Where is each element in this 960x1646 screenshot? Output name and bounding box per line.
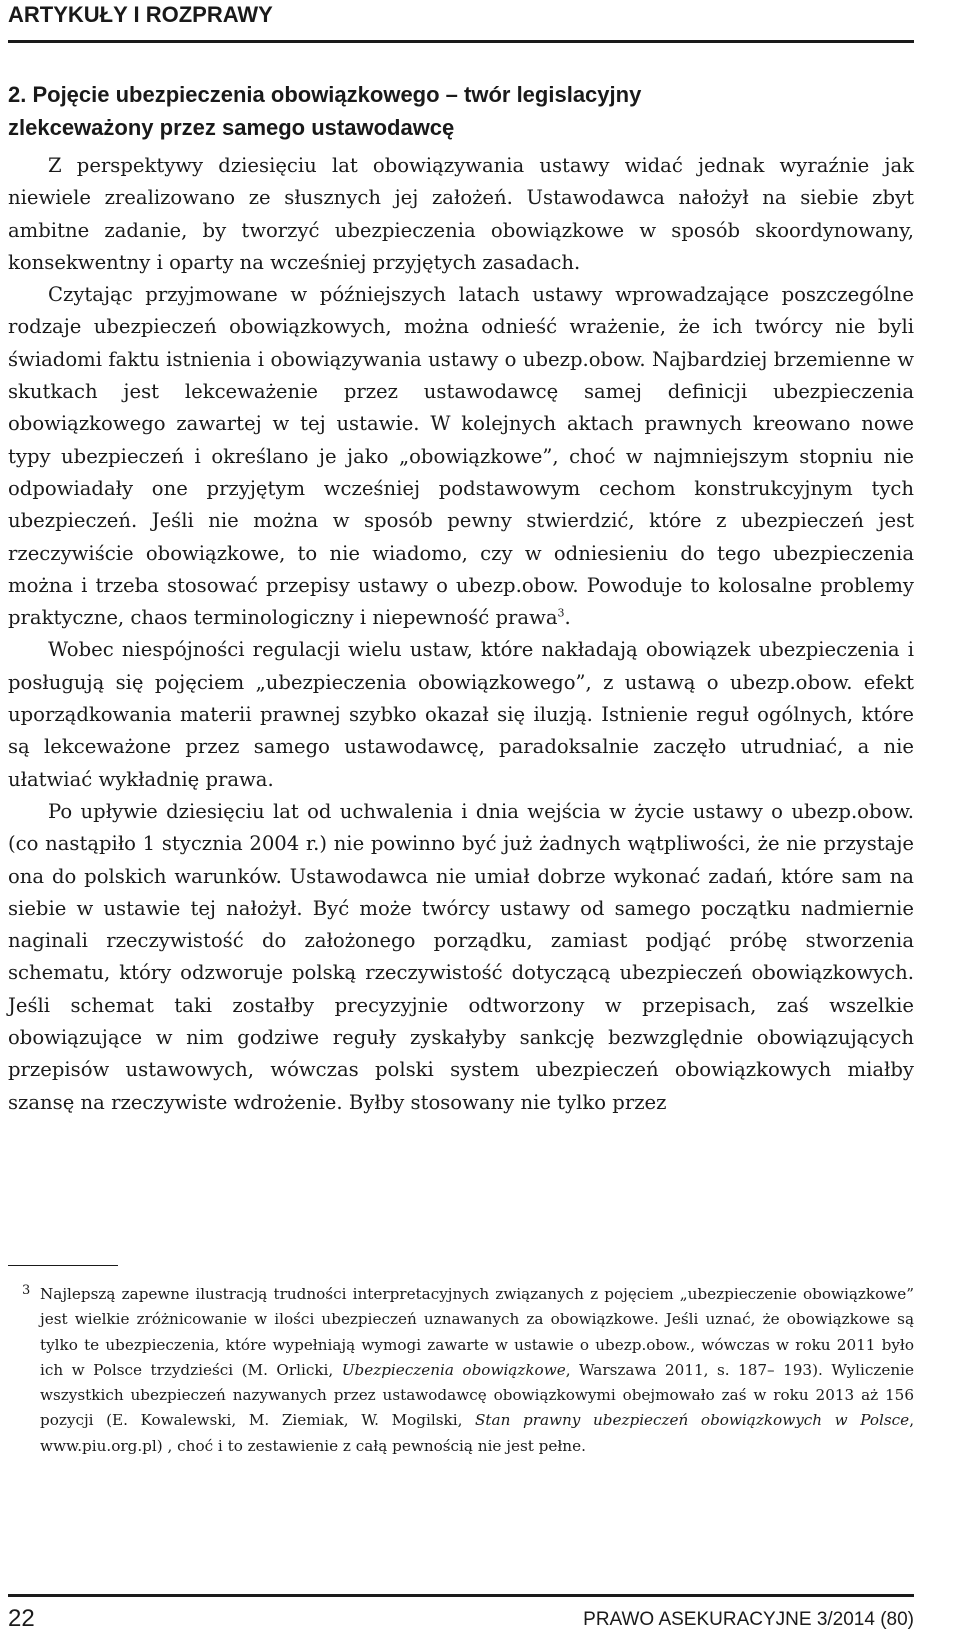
- paragraph-2-text: Czytając przyjmowane w późniejszych latach ustawy wprowadzające poszczególne rodzaje ubezpieczeń obowiązkowych, można odnieść wrażenie, że ich twórcy nie byli świadomi faktu istnienia i obowiązywania ustawy o ubezp.obow. Najbardziej brzemienne w skutkach jest lekceważenie przez ustawodawcę samej definicji ubezpieczenia obowiązkowego zawartej w tej ustawie. W kolejnych aktach prawnych kreowano nowe typy ubezpieczeń i określano je jako „obowiązkowe”, choć w najmniejszym stopniu nie odpowiadały one przyjętym wcześniej podstawowym cechom konstrukcyjnym tych ubezpieczeń. Jeśli nie można w sposób pewny stwierdzić, które z ubezpieczeń jest rzeczywiście obowiązkowe, to nie wiadomo, czy w odniesieniu do tego ubezpieczenia można i trzeba stosować przepisy ustawy o ubezp.obow. Powoduje to kolosalne problemy praktyczne, chaos terminologiczny i niepewność prawa: [8, 283, 914, 630]
- journal-name: PRAWO ASEKURACYJNE 3/2014 (80): [583, 1609, 914, 1630]
- running-header: [8, 0, 914, 43]
- page-footer: [8, 1594, 914, 1637]
- paragraph-1: Z perspektywy dziesięciu lat obowiązywania ustawy widać jednak wyraźnie jak niewiele zrealizowano ze słusznych jej założeń. Ustawodawca nałożył na siebie zbyt ambitne zadanie, by tworzyć ubezpieczenia obowiązkowe w sposób skoordynowany, konsekwentny i oparty na wcześniej przyjętych zasadach.: [8, 154, 914, 274]
- footnote-reference[interactable]: 3: [557, 606, 565, 620]
- footnote-number: 3: [22, 1283, 31, 1298]
- footnote-title-2: Stan prawny ubezpieczeń obowiązkowych w Polsce: [475, 1411, 910, 1430]
- paragraph-4: Po upływie dziesięciu lat od uchwalenia i dnia wejścia w życie ustawy o ubezp.obow. (co nastąpiło 1 stycznia 2004 r.) nie powinno być już żadnych wątpliwości, że nie przystaje ona do polskich warunków. Ustawodawca nie umiał dobrze wykonać zadań, które sam na siebie w ustawie tej nałożył. Być może twórcy ustawy od samego początku nadmiernie naginali rzeczywistość do założonego porządku, zamiast podjąć próbę stworzenia schematu, który odzworuje polską rzeczywistość dotyczącą ubezpieczeń obowiązkowych. Jeśli schemat taki zostałby precyzyjnie odtworzony w przepisach, zaś wszelkie obowiązujące w nim godziwe reguły zyskałyby sankcję bezwzględnie obowiązujących przepisów ustawowych, wówczas polski system ubezpieczeń obowiązkowych miałby szansę na rzeczywiste wdrożenie. Byłby stosowany nie tylko przez: [8, 799, 914, 1114]
- footnote-part-2: , Warszawa 2011, s. 187– 193). Wyliczenie wszystkich ubezpieczeń nazywanych przez ustawodawcę obowiązkowymi obejmowało zaś w roku 2013 aż 156 pozycji (E. Kowalewski, M. Ziemiak, W. Mogilski,: [40, 1360, 915, 1430]
- footnote-divider: [8, 1265, 118, 1266]
- paragraph-2: [8, 279, 914, 634]
- page-number: 22: [8, 1605, 35, 1632]
- paragraph-3: Wobec niespójności regulacji wielu ustaw, które nakładają obowiązek ubezpieczenia i posługują się pojęciem „ubezpieczenia obowiązkowego”, z ustawą o ubezp.obow. efekt uporządkowania materii prawnej szybko okazał się iluzją. Istnienie reguł ogólnych, które są lekceważone przez samego ustawodawcę, paradoksalnie zaczęło utrudniać, a nie ułatwiać wykładnię prawa.: [8, 638, 914, 791]
- footnote-part-1: Najlepszą zapewne ilustracją trudności interpretacyjnych związanych z pojęciem „ubezpieczenie obowiązkowe” jest wielkie zróżnicowanie w ilości ubezpieczeń uznawanych za obowiązkowe. Jeśli uznać, że obowiązkowe są tylko te ubezpieczenia, które wypełniają wymogi zawarte w ustawie o ubezp.obow., wówczas w roku 2011 było ich w Polsce trzydzieści (M. Orlicki,: [40, 1285, 914, 1379]
- article-body: [8, 150, 914, 1119]
- section-heading-line-1: 2. Pojęcie ubezpieczenia obowiązkowego – twór legislacyjny: [8, 82, 642, 107]
- section-heading-line-2: zlekceważony przez samego ustawodawcę: [8, 115, 455, 140]
- paragraph-2-end: .: [564, 606, 571, 630]
- footnote-title-1: Ubezpieczenia obowiązkowe: [341, 1360, 566, 1379]
- section-label: ARTYKUŁY I ROZPRAWY: [8, 2, 273, 27]
- footnote-text: [40, 1282, 914, 1459]
- footnote-part-3: , www.piu.org.pl) , choć i to zestawienie z całą pewnością nie jest pełne.: [40, 1411, 915, 1455]
